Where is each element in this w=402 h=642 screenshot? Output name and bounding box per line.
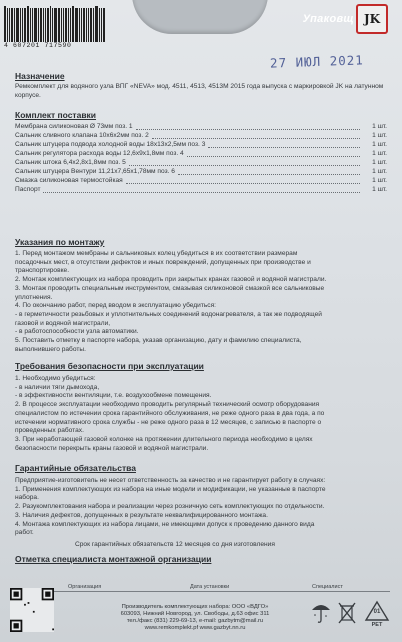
kit-item	[15, 186, 387, 195]
safety-line: - в наличии тяги дымохода,	[15, 383, 100, 391]
safety-line: 3. При неработающей газовой колонке на протяжении длительного периода необходимо в целях	[15, 435, 313, 443]
warranty-line: 3. Наличия дефектов, допущенных в результате неквалифицированного монтажа.	[15, 511, 268, 519]
mounting-line: газовой и водяной магистрали,	[15, 319, 111, 327]
safety-line: 2. В процессе эксплуатации необходимо проводить регулярный технический осмотр оборудования	[15, 401, 320, 409]
barcode-digits: 4 607201 717590	[4, 42, 72, 49]
kit-item-name: Смазка силиконовая термостойкая	[15, 177, 123, 184]
kit-item	[15, 168, 387, 177]
mounting-line: выполнившего работы.	[15, 345, 86, 353]
purpose-text: Ремкомплект для водяного узла ВПГ «NEVA» мод. 4511, 4513, 4513М 2015 года выпуска с маркировкой JK на латунном корпусе.	[15, 83, 384, 99]
kit-item-name: Паспорт	[15, 186, 41, 193]
warranty-line: 1. Применения комплектующих из набора на иные модели и модификации, не указанные в паспорте	[15, 485, 326, 493]
kit-item-name: Сальник штуцера подвода холодной воды 18х13х2,5мм поз. 3	[15, 141, 206, 148]
safety-line: безопасности перекрыть краны газовой и водяной магистрали.	[15, 444, 209, 452]
installer-title: Отметка специалиста монтажной организации	[15, 554, 212, 564]
mounting-line: 2. Монтаж комплектующих из набора проводить при закрытых кранах газовой и водяной магистрали.	[15, 276, 327, 284]
safety-text	[15, 375, 387, 453]
mounting-line: 3. Монтаж проводить специальным инструментом, смазывая силиконовой смазкой все сальниковые	[15, 284, 325, 292]
specialist-label: Специалист	[312, 584, 343, 590]
mounting-line: - в герметичности резьбовых и уплотнительных соединений водонагревателя, а так же подводящей	[15, 310, 322, 318]
manufacturer-info	[100, 604, 290, 632]
safety-line: специалистом по истечении срока гарантийного обслуживания, не реже одного раза в два года, а по	[15, 409, 325, 417]
safety-title: Требования безопасности при эксплуатации	[15, 361, 204, 371]
warranty-title: Гарантийные обязательства	[15, 463, 136, 473]
leader-dots	[126, 177, 360, 184]
kit-item-qty: 1 шт.	[372, 186, 387, 193]
warranty-line: Предприятие-изготовитель не несет ответственность за качество и не гарантирует работу в случаях:	[15, 477, 326, 484]
manufacturer-line: Производитель комплектующих набора: ООО «ВДГО»	[121, 604, 269, 610]
umbrella-icon	[310, 598, 332, 626]
safety-line: проведенных работах.	[15, 427, 84, 435]
no-trash-icon	[336, 598, 358, 626]
warranty-line: 4. Монтажа комплектующих из набора лицами, не имеющими допуск к проведению данного вида	[15, 520, 315, 528]
warranty-line: 2. Разукомплектования набора и реализации через розничную сеть комплектующих по отдельности.	[15, 503, 325, 511]
kit-item-qty: 1 шт.	[372, 177, 387, 184]
kit-item	[15, 132, 387, 141]
mounting-text	[15, 250, 387, 354]
kit-item-qty: 1 шт.	[372, 132, 387, 139]
kit-item-name: Мембрана силиконовая Ø 73мм поз. 1	[15, 123, 133, 130]
kit-item	[15, 123, 387, 132]
mounting-line: - в работоспособности узла автоматики.	[15, 328, 139, 336]
safety-line: 1. Необходимо убедиться:	[15, 375, 96, 382]
brand	[303, 4, 388, 34]
mounting-line: 5. Поставить отметку в паспорте набора, указав организацию, дату и фамилию специалиста,	[15, 337, 302, 345]
mounting-line: посадочных мест, в отсутствии дефектов и иных повреждений, допущенных при производстве и	[15, 258, 311, 266]
leader-dots	[187, 150, 360, 157]
manufacturer-line: тел./факс (831) 229-69-13, e-mail: gazbytm@mail.ru	[126, 617, 264, 624]
mounting-line: 1. Перед монтажом мембраны и сальниковых колец убедиться в их соответствии размерам	[15, 250, 298, 257]
kit-item-qty: 1 шт.	[372, 168, 387, 175]
leader-dots	[136, 123, 360, 130]
manufacturer-line: www.remkomplekt.pf www.gazbyt.nn.ru	[144, 624, 246, 631]
mounting-line: транспортировке.	[15, 267, 70, 275]
warranty-text	[15, 477, 387, 550]
manufacturer-line: 603093, Нижний Новгород, ул. Свободы, д.63 офис 311	[120, 610, 270, 617]
leader-dots	[178, 168, 360, 175]
kit-item-name: Сальник штока 6,4х2,8х1,8мм поз. 5	[15, 159, 126, 166]
barcode	[4, 6, 114, 50]
recycle-icon	[362, 598, 392, 628]
kit-item	[15, 177, 387, 186]
leader-dots	[43, 186, 360, 193]
safety-line: истечении нормативного срока службы - не реже одного раза в 12 месяцев, с записью в паспорте о	[15, 418, 322, 426]
mounting-line: 4. По окончанию работ, перед вводом в эксплуатацию убедиться:	[15, 302, 216, 310]
recycle-code: PET	[371, 622, 383, 628]
kit-item-qty: 1 шт.	[372, 159, 387, 166]
installation-date-label: Дата установки	[190, 584, 230, 590]
kit-item-qty: 1 шт.	[372, 150, 387, 157]
warranty-line: набора.	[15, 494, 39, 502]
hang-hole	[132, 0, 268, 34]
kit-item-name: Сальник регулятора расхода воды 12,6х9х1,8мм поз. 4	[15, 150, 184, 157]
warranty-period: Срок гарантийных обязательств 12 месяцев со дня изготовления	[75, 540, 275, 548]
mounting-title: Указания по монтажу	[15, 237, 105, 247]
kit-item	[15, 141, 387, 150]
date-stamp: 27 ИЮЛ 2021	[269, 52, 365, 71]
kit-item	[15, 150, 387, 159]
mounting-line: уплотнения.	[15, 293, 53, 301]
leader-dots	[208, 141, 360, 148]
kit-item-name: Сальник штуцера Вентури 11,21х7,65х1,78мм поз. 6	[15, 168, 175, 175]
barcode-bars	[4, 6, 114, 42]
recycle-number: 01	[373, 609, 381, 615]
safety-line: - в эффективности вентиляции, т.е. воздухообмене помещения.	[15, 392, 212, 400]
warranty-line: работ.	[15, 529, 34, 537]
qr-code	[10, 588, 54, 632]
kit-item-qty: 1 шт.	[372, 123, 387, 130]
kit-title: Комплект поставки	[15, 110, 97, 120]
leader-dots	[129, 159, 360, 166]
leader-dots	[152, 132, 360, 139]
kit-item-name: Сальник сливного клапана 10х6х2мм поз. 2	[15, 132, 149, 139]
jk-logo: JK	[356, 4, 388, 34]
brand-text: Упаковщ	[302, 13, 354, 25]
organization-label: Организация	[68, 584, 102, 590]
purpose-title: Назначение	[15, 71, 65, 81]
kit-item	[15, 159, 387, 168]
kit-item-qty: 1 шт.	[372, 141, 387, 148]
